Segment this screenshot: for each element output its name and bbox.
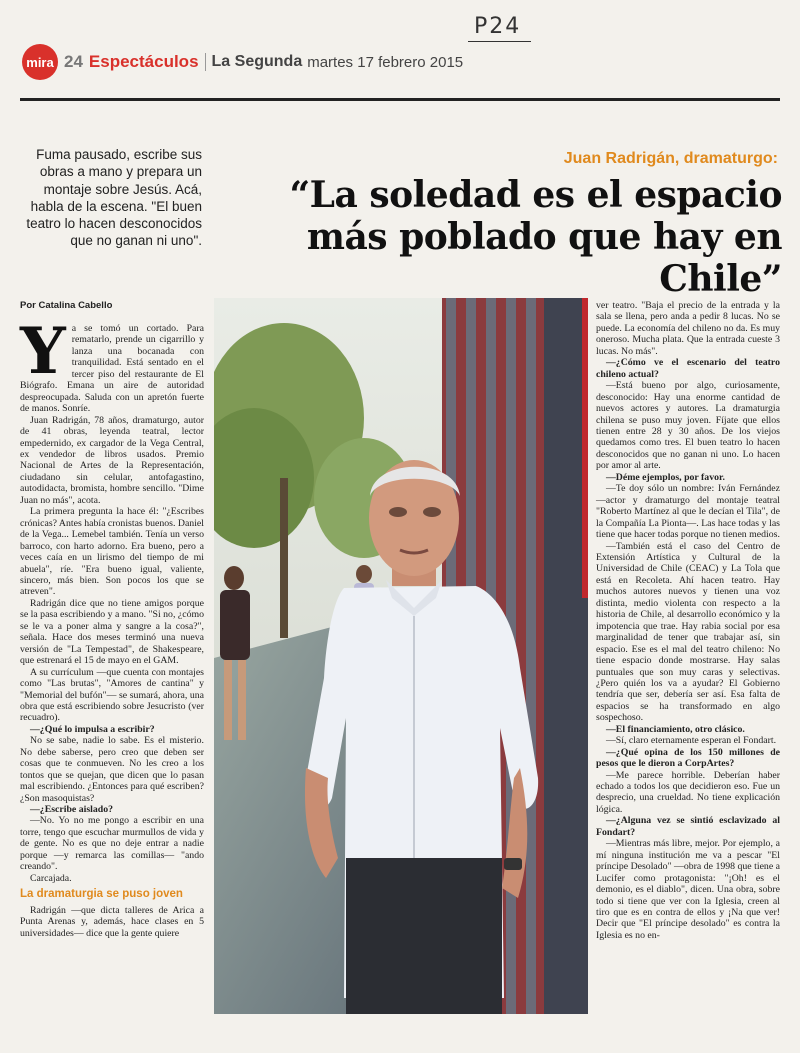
paragraph: ver teatro. "Baja el precio de la entrada y la sala se llena, pero anda a pedir 8 lucas. No se puede. La economía del chileno no da. Es muy oneroso. Mucha plata. Que la entrada cueste 3 lucas. No más". bbox=[596, 300, 780, 357]
newspaper-name: La Segunda bbox=[211, 53, 303, 70]
paragraph: —Te doy sólo un nombre: Iván Fernández —actor y dramaturgo del montaje teatral "Roberto Martínez al que le decían el Tila", de la Compañía La Pionta—. Las hace todas y las tiene que hacer todas porque no tienen medios. bbox=[596, 483, 780, 541]
portrait-photo bbox=[214, 298, 588, 1014]
page-number: 24 bbox=[64, 52, 83, 71]
byline: Por Catalina Cabello bbox=[20, 300, 113, 311]
article-dek: Fuma pausado, escribe sus obras a mano y prepara un montaje sobre Jesús. Acá, habla de la escena. "El buen teatro lo hacen desconocidos que no ganan ni uno". bbox=[26, 147, 202, 249]
article-kicker: Juan Radrigán, dramaturgo: bbox=[563, 150, 778, 167]
paragraph: —Está bueno por algo, curiosamente, desconocido: Hay una enorme cantidad de nuevos actores y autores. La dramaturgia chilena se puso muy joven. Fíjate que ellos tienen entre 28 y 30 años. De los viejos quedamos como tres. El buen teatro lo hacen desconocidos que no ganan ni uno. Lo hacen por amor al arte. bbox=[596, 380, 780, 472]
paragraph: Radrigán —que dicta talleres de Arica a Punta Arenas y, además, hace clases en 5 universidades— dice que la gente quiere bbox=[20, 904, 204, 939]
drop-cap: Y bbox=[20, 314, 66, 389]
paragraph: La primera pregunta la hace él: "¿Escribes crónicas? Antes había cronistas buenos. Daniel de la Vega... Lemebel también. Tenía un verso barroco, con harto adorno. Era bueno, pero a veces caía en un lirismo del tiempo de mi abuela", ríe. "Era bueno igual, valiente, sincero, más bien. Son pocos los que se atreven". bbox=[20, 506, 204, 598]
paragraph: A su currículum —que cuenta con montajes como "Las brutas", "Amores de cantina" y "Memorial del bufón"— se sumará, ahora, una obra que está escribiendo sobre Jesucristo (ver recuadro). bbox=[20, 666, 204, 724]
mira-logo: mira bbox=[22, 44, 58, 80]
interview-question: —¿Qué opina de los 150 millones de pesos que le dieron a CorpArtes? bbox=[596, 746, 780, 770]
interview-question: —¿Alguna vez se sintió esclavizado al Fondart? bbox=[596, 815, 780, 838]
paragraph: a se tomó un cortado. Para rematarlo, prende un cigarrillo y lanza una bocanada con tranquilidad. Está sentado en el tercer piso del restaurante de El Biógrafo. Emana un aire de autoridad despreocupada. Saluda con un apretón fuerte de manos. Sonríe. bbox=[20, 323, 204, 415]
issue-date: martes 17 febrero 2015 bbox=[307, 53, 464, 71]
paragraph: Radrigán dice que no tiene amigos porque se la pasa escribiendo y a mano. "Si no, ¿cómo se le va a poner alma y sangre a la cosa?", señala. Hace dos meses terminó una nueva versión de "La Tempestad", de Shakespeare, que estrenará el 15 de mayo en el GAM. bbox=[20, 597, 204, 667]
page-header bbox=[22, 44, 463, 80]
header-rule bbox=[20, 98, 780, 101]
paragraph: —No. Yo no me pongo a escribir en una torre, tengo que escuchar murmullos de vida y de gente. No es que no deje entrar a nadie porque —y remarca las comillas— "ando creando". bbox=[20, 815, 204, 873]
header-divider bbox=[205, 53, 206, 71]
paragraph: Carcajada. bbox=[30, 872, 72, 884]
paragraph: —Mientras más libre, mejor. Por ejemplo, a mí ninguna institución me va a pescar "El príncipe Desolado" —obra de 1998 que tiene a Lucifer como protagonista: "¡Oh! es el demonio, es el diablo", dicen. Una obra, sobre todo si tiene que ver con la Iglesia, creen al tiro que es en contra de ellos y ¡Na que ver! Decir que "El príncipe desolado" es contra la Iglesia es no en- bbox=[596, 838, 780, 941]
article-headline: “La soledad es el espacio más poblado que hay en Chile” bbox=[289, 174, 782, 300]
paragraph: —Sí, claro eternamente esperan el Fondart. bbox=[606, 735, 777, 747]
interview-question: —Déme ejemplos, por favor. bbox=[606, 471, 725, 483]
article-column-1 bbox=[20, 314, 204, 939]
article-column-3 bbox=[596, 300, 780, 941]
interview-question: —El financiamiento, otro clásico. bbox=[606, 723, 745, 735]
handwritten-page-note: P24 bbox=[468, 14, 531, 42]
interview-question: —¿Cómo ve el escenario del teatro chileno actual? bbox=[596, 357, 780, 380]
paragraph: —Me parece horrible. Deberían haber echado a todos los que decidieron eso. Fue un desprecio, una crueldad. No tiene explicación lógica. bbox=[596, 769, 780, 815]
interview-question: —¿Escribe aislado? bbox=[30, 804, 114, 816]
paragraph: No se sabe, nadie lo sabe. Es el misterio. No debe saberse, pero creo que deben ser cosas que te conmueven. No les creo a los tontos que se quejan, que dicen que lo pasan mal escribiendo. ¿Entonces para qué escriben? ¿Son masoquistas? bbox=[20, 735, 204, 804]
paragraph: Juan Radrigán, 78 años, dramaturgo, autor de 41 obras, leyenda teatral, lector empedernido, ex cargador de la Vega Central, ex vendedor de libros usados. Premio Nacional de Artes de la Representación, ciudadano sin celular, antofagastino, autodidacta, bromista, hombre sencillo. "Dime Juan no más", acota. bbox=[20, 414, 204, 506]
interview-question: —¿Qué lo impulsa a escribir? bbox=[30, 723, 155, 735]
section-name: Espectáculos bbox=[88, 52, 199, 71]
paragraph: —También está el caso del Centro de Extensión Artística y Cultural de la Universidad de Chile (CEAC) y La Tola que está en Recoleta. Ahí hacen teatro. Hay muchos autores nuevos y tienen una voz distinta, medio violenta con respecto a la historia de Chile, al desarrollo económico y la impotencia que trae. Hay rabia social por esa marginalidad de tener que trabajar así, sin espacio. Ese es el mal del teatro chileno: No tiene espacio donde mostrarse. Hay salas puntuales que son muy caras y selectivas. ¿Pero quién los va a ayudar? El Gobierno tendría que ser, debería ser así. Esa falta de espacios se ha transformado en algo sospechoso. bbox=[596, 540, 780, 724]
section-subhead: La dramaturgia se puso joven bbox=[20, 888, 183, 901]
